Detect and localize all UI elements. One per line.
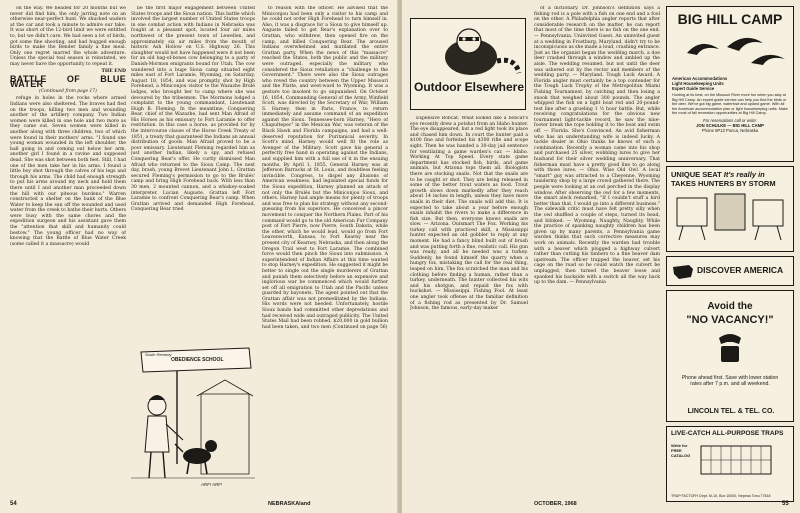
geese-icon [667, 27, 793, 71]
big-hill-bullet-3: Expert Guide Service [672, 86, 715, 91]
unique-seat-headline: TAKES HUNTERS BY STORM [671, 179, 776, 188]
right-column-1 [410, 116, 528, 502]
big-hill-contact-name: JON SCHULKE — BIG HILL CAMP [696, 122, 764, 128]
lincoln-tel-name: LINCOLN TEL. & TEL. CO. [687, 408, 775, 415]
outdoor-elsewhere-badge [410, 18, 526, 110]
big-hill-camp-title: BIG HILL CAMP [677, 11, 783, 27]
big-hill-bullet-1: American Accommodations [672, 76, 728, 81]
right-page [402, 0, 800, 513]
continued-note: (Continued from page 17) [39, 88, 97, 94]
cartoon-caption: ARF! ARF! [201, 482, 223, 487]
left-column-2 [131, 6, 255, 342]
magazine-name-footer: NEBRASKAland [268, 501, 311, 507]
outdoor-items-col2: of a dictionary. Dr. Johnson's definition says a fishing rod is a pole with a fish on one end and a fool on the other. A Philadelphia angler reports that after considerable research on the matter, he can report that most of the time there is no fish on the one end. — Pennsylvania. Uninvited Guest. An uninvited guest at a wedding in Frostburg, Maryland, didn't try to be inconspicuous as she made a loud, crashing entrance. Just as the organist began the wedding march, a doe deer crashed through a window and ambled up the aisle. The wedding resumed, but not until the deer was ushered out by the rector and members of the wedding party. — Maryland. Tough Luck Award. A Florida angler must certainly be a top contender for the Tough Luck Trophy of the Metropolitan Miami Fishing Tournament, by catching and then losing a snook that weighed about 300 pounds. The angler whipped the fish on a light boat rod and 20-pound-test line after a grueling 1 ½ hour battle. But, while receiving congratulations for the obvious new tournament light-tackle record, he saw the nine-footer break the rope holding it to the boat and swim off. — Florida. She's Convinced. An avid fisherman who has an understanding wife is indeed lucky. A tackle dealer in Ohio thinks he knows of such a combination. Recently a woman came into his shop and purchased 25 silver, wobbling lures to give her husband for their silver wedding anniversary. That fisherman must have a pretty good line to go along with those lures. — Ohio. Wise Old Owl. A local "smart" guy was attracted to a Cheyenne, Wyoming taxidermy shop by a large crowd gathered there. The people were looking at an owl perched in the display window. After observing the owl for a few moments, the smart aleck remarked, "If I couldn't stuff a bird better than that, I would go into a different business." The sidewalk critic must have felt pretty silly when the owl shuffled a couple of steps, turned its head, and blinked. — Wyoming. Naughty, Naughty. While the practice of spanking naughty children has been given up by many parents, a Pennsylvania game warden thinks that such corrective measures may work on animals. Recently the warden had trouble with a beaver which plugged a highway culvert rather than cutting his timbers to a fine beaver dam upstream. The officer trapped the beaver, set his cage on the road so he could watch the culvert be unplugged, then turned the beaver loose and spanked his backside with a switch all the way back up to the dam. — Pennsylvania [534, 6, 660, 286]
outdoor-items-col1: Expensive Bobcat. What looked like a bobcat's eye recently drew a potshot from an Idaho hunter. The eye disappeared, but a red light took its place and chased him down. In court the hunter paid a $100 fine and forfeited his $300 rifle and scope sight. Then he was handed a 30-day jail sentence for ventilating a game warden's car. — Idaho. Working At Top Speed. Every state game department has stocked fish, birds, and game animals, but Arizona tops them all. Biologists there are stocking snails. Not that the snails are to be caught or shot. They are being released in some of the better trout waters as food. Trout growth slows down markedly after they reach about 14 inches in length, unless they have more snails in their diet. The snails will add this. It is expected to take about a year before enough snails inhabit the rivers to make a difference in fish size. But then, everyone knows snails are slow. — Arizona. Outsmart The Fox. Working his turkey call with practiced skill, a Mississippi hunter expected an old gobbler to reply at any moment. He had a fancy blind built out of brush and was putting forth a fine, realistic call. His gun was ready, and all he needed was a turkey. Suddenly, he found himself the quarry when a hungry fox, mistaking the call for the real thing, leaped on him. The fox scratched the man and his clothing before finding a human, rather than a turkey, underneath. The hunter collected his wits and his shotgun, and repaid the fox with buckshot. — Mississippi. Fishing Fool. At least one angler took offense at the familiar definition of a fishing rod as presented by Dr. Samuel Johnson, the famous, early-day maker [410, 116, 528, 312]
no-vacancy-body: Phone ahead first. Save with lower station rates after 7 p.m. and all weekend. [681, 375, 779, 388]
traps-factory-address: TRAP FACTORY Dept. M-10, Box 10000, Nepeau Tonu 77818 [671, 494, 771, 498]
outdoor-elsewhere-title: Outdoor Elsewhere [413, 80, 525, 94]
telephone-icon [667, 326, 793, 370]
seat-illustration-icon [667, 188, 793, 244]
article-body-col1: refuge in holes in the rocks where armed Indians were also sheltered. The braves had fled on the troops, killing two men and wounding another of the artillery company. Two Indian women were killed in one hole and two more as they came out. Seven women were killed in another along with three children, two of which were found in their mothers' arms. "I found one young woman wounded in the left shoulder, the ball going in and coming out below her arm, another girl I found in a ravine and supposed dead. She was shot between both feet. Still, I had one of the men take her in his arms. I found a little boy shot through the calves of his legs and through his arms. The child had enough strength to put his arms around my neck and hold them there until I and another man proceeded down the hill with our piteous burdens." Warren constructed a shelter on the bank of the Blue Water to keep the sun off the wounded and used water from the creek to bathe their hurts. Others were busy with the same chores and the expedition surgeon and his assistant gave them the "attention that skill and humanity could bestow." The young officer had no way of knowing that the Battle of Blue Water Creek (some called it a massacre) would [10, 96, 126, 247]
unique-seat-tagline: It's really in [723, 170, 765, 179]
no-vacancy-headline: "NO VACANCY!" [686, 314, 774, 326]
left-page [0, 0, 398, 513]
cartoon-sign-line-1: South Remedy [145, 352, 172, 357]
no-vacancy-lead: Avoid the [707, 301, 753, 312]
page-number-right: 55 [782, 501, 789, 507]
issue-date-footer: OCTOBER, 1968 [534, 501, 577, 507]
traps-title: LIVE-CATCH ALL-PURPOSE TRAPS [671, 430, 784, 437]
article-body-col3: to reason with the officer. He advised that the Miniconjou had been only a visitor to his camp and he could not order High Forehead to turn himself in. Also, it was a disgrace for a Sioux to give himself up. Auguste failed to get Bear's explanation over to Grattan, who withdrew, then opened fire on the camp, and killed Conquering Bear. The aroused Indians overwhelmed and mutilated the entire Grattan party. When the news of this "massacre" reached the States, both the public and the military were outraged, especially the military who considered the Sioux retaliation a "challenge to the Government." There were also the Sioux outrages who roved the country between the Upper Missouri and the Platte, and west-ward to Wyoming. It was a gesture too insolent to go unpunished. On October 16, 1854, Commanding General of the Army, Winfield Scott, was directed by the Secretary of War, William S. Harney, then in Paris, France, to return immediately and assume command of an expedition against the Sioux. Tennessee-born Harney, "Hero of Chapultepec" in the Mexican War, was veteran of the Black Hawk and Florida campaigns, and had a well-deserved reputation for Puritanical severity. In Scott's mind, Harney would well fit the role as Avenger of the Military. Scott gave his general a perfectly free hand in operating against the Indians, and supplied him with a full use of it in the ensuing months. By April 1, 1855, General Harney was at Jefferson Barracks at St. Louis, and doubtless feeling invincible. Congress, to dispel any illusions of American weakness, had legislated special funds for the Sioux expedition, Harney planned an attack of not only the Brulés but the Miniconjou Sioux, and others. Harney had ample means for plenty of troops and was free to plan his strategy without any second-guessing from his superiors. He conceived a pincer movement to conquer the Northern Plains. Part of his command would go to the old American Fur Company post of Fort Pierre, now Pierre, South Dakota, while the other, which he would lead, would go from Fort Leavenworth, Kansas, to Fort Kearny near the present city of Kearney, Nebraska, and then along the Oregon Trail west to Fort Laramie. The combined force would then pinch the Sioux into submission. A superintendent of Indian Affairs at this time wanted to stop Harney's expedition. He suggested it might be better to single out the single murderers of Grattan and punish them selectively before an expensive and inglorious war be commenced which would further set off all emigration to Utah and the Pacific unless guarded by bayonets. The agent pointed out that the Grattan affair was not premeditated by the Indians. His words were not heeded. Unfortunately, hostile Sioux bands had committed other depredations and had received wide and outraged publicity. The United States Mail had been robbed, $20,000 in gold bullion had been taken, and two men (Continued on page 56) [262, 6, 388, 330]
cartoon-sign-line-2: OBEDIENCE SCHOOL [171, 357, 224, 363]
article-body-col2: be the first major engagement between United States troops and the Sioux nation. This battle which involved the largest number of United States troops in one combat action with Indians in Nebraska was fought at a pleasant spot, located four air miles northwest of the present town of Lewellen, and approximately six air miles from the mouth of historic Ash Hollow on U.S. Highway 26. This slaughter would not have happened were it not been for an old bag-of-bones cow belonging to a party of Danish-Mormon emigrants bound for Utah. The cow wandered into a huge Sioux camp situated eight miles east of Fort Laramie, Wyoming, on Saturday, August 18, 1854, and was promptly shot by High Forehead, a Miniconjou visitor to the Wazazhe Brulé lodges, who brought her to camp where she was devoured by the tribesmen. The Mormons lodged a complaint to the young commandant, Lieutenant Hugh B. Fleming. In the meantime, Conquering Bear, chief of the Wazazhe, had sent Man Afraid of His Horses as his emissary to Fort Laramie to offer restitution. In this case a horse, as provided for by the intercourse clause of the Horse Creek Treaty of 1851, a treaty that guaranteed the Indians an annual distribution of goods. Man Afraid proved to be a poor emissary. Lieutenant Fleming regarded him as just another Indian, likely a spy, and refused Conquering Bear's offer. He curtly dismissed Man Afraid who returned to the Sioux Camp. The next day, brash, young Brevet Lieutenant John L. Grattan secured Fleming's permission to go to the Brulés' camp and bring High Forehead back. With less than 30 men, 2 mounted cannon, and a whiskey-soaked interpreter, Lucian Auguste, Grattan left Fort Laramie to confront Conquering Bear's camp. When Grattan arrived and demanded High Forehead, Conquering Bear tried [131, 6, 255, 213]
live-catch-traps-ad [666, 426, 794, 502]
big-hill-body: Hunting at its best, on the Missouri River more fun when you stay at Big Hill Camp. An expert guide service can help you find the birds or the deer. We've got big game, waterfowl and upland game. With all the American accommodation plan or light housekeeping units. Make the most of fall recreation opportunities at Big Hill Camp. [672, 93, 788, 116]
big-hill-address: Phone 5P13 Ponca, Nebraska [701, 127, 759, 133]
cartoon-illustration [131, 344, 255, 494]
article-heading: BATTLE OF BLUE WATER [10, 73, 126, 90]
page-number-left: 54 [10, 501, 17, 507]
unique-seat-ad [666, 166, 794, 252]
left-column-1 [10, 6, 126, 506]
unique-seat-title: UNIQUE SEAT [671, 170, 722, 179]
no-vacancy-ad [666, 290, 794, 422]
big-hill-camp-ad [666, 6, 794, 162]
traps-free-catalog: Write for FREE CATALOG [671, 443, 691, 458]
big-hill-reserve: For reservations call or write: [703, 117, 757, 123]
the-end-marker: THE END [101, 69, 126, 75]
left-column-3 [262, 6, 388, 498]
right-column-2 [534, 6, 660, 502]
usa-map-icon [671, 259, 695, 283]
discover-america-ad [666, 256, 794, 286]
big-hill-bullet-2: Light Housekeeping Units [672, 81, 724, 86]
discover-america-title: DISCOVER AMERICA [697, 265, 784, 275]
raccoon-icon [411, 21, 527, 81]
cartoon-drawing [131, 344, 255, 494]
article-ending-text: on the way. We headed for 20 months but we never did find him, the only jarring note on an otherwise near-perfect hunt. We shucked waders at the car and took a minute to admire our take. It was short of the 12-bird limit we were entitled to, but we didn't care. We had seen a lot of birds, got some fine shooting, and had hugged enough birds to make the Bender family a fine meal. Only one regret marred the whole adventure. Unless the special teal season is reinstated, we may never have the opportunity to repeat it. [10, 6, 126, 67]
